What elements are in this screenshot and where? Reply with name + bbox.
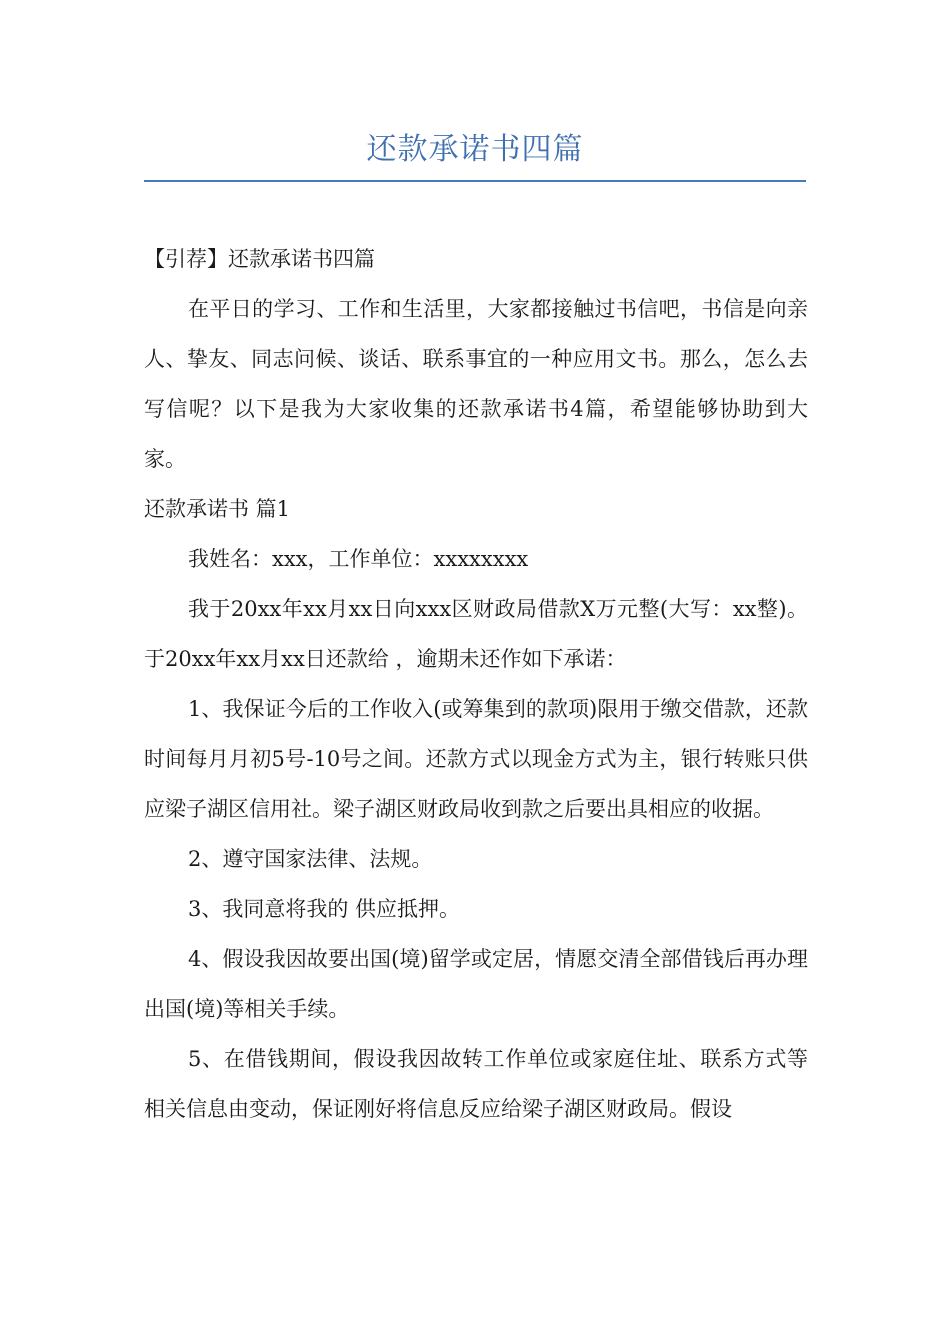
document-body: [144, 234, 808, 1134]
intro-line: 【引荐】还款承诺书四篇: [144, 247, 375, 271]
paragraph-loan: 我于20xx年xx月xx日向xxx区财政局借款X万元整(大写：xx整)。于20xx年xx月xx日还款给 ，逾期未还作如下承诺：: [144, 597, 808, 671]
paragraph-item-1: 1、我保证今后的工作收入(或筹集到的款项)限用于缴交借款，还款时间每月月初5号-10号之间。还款方式以现金方式为主，银行转账只供应梁子湖区信用社。梁子湖区财政局收到款之后要出具相应的收据。: [144, 697, 808, 821]
paragraph-item-2: 2、遵守国家法律、法规。: [188, 847, 433, 871]
paragraph-item-3: 3、我同意将我的 供应抵押。: [188, 897, 461, 921]
title-divider: [144, 180, 806, 182]
paragraph-item-5: 5、在借钱期间，假设我因故转工作单位或家庭住址、联系方式等相关信息由变动，保证刚好将信息反应给梁子湖区财政局。假设: [144, 1047, 808, 1121]
document-title: 还款承诺书四篇: [366, 132, 584, 167]
paragraph-name-line: 我姓名：xxx，工作单位：xxxxxxxx: [188, 547, 529, 571]
section-heading: 还款承诺书 篇1: [144, 497, 291, 521]
paragraph-item-4: 4、假设我因故要出国(境)留学或定居，情愿交清全部借钱后再办理出国(境)等相关手续。: [144, 947, 808, 1021]
intro-paragraph: 在平日的学习、工作和生活里，大家都接触过书信吧，书信是向亲人、挚友、同志问候、谈话、联系事宜的一种应用文书。那么，怎么去写信呢？以下是我为大家收集的还款承诺书4篇，希望能够协助到大家。: [144, 297, 808, 471]
